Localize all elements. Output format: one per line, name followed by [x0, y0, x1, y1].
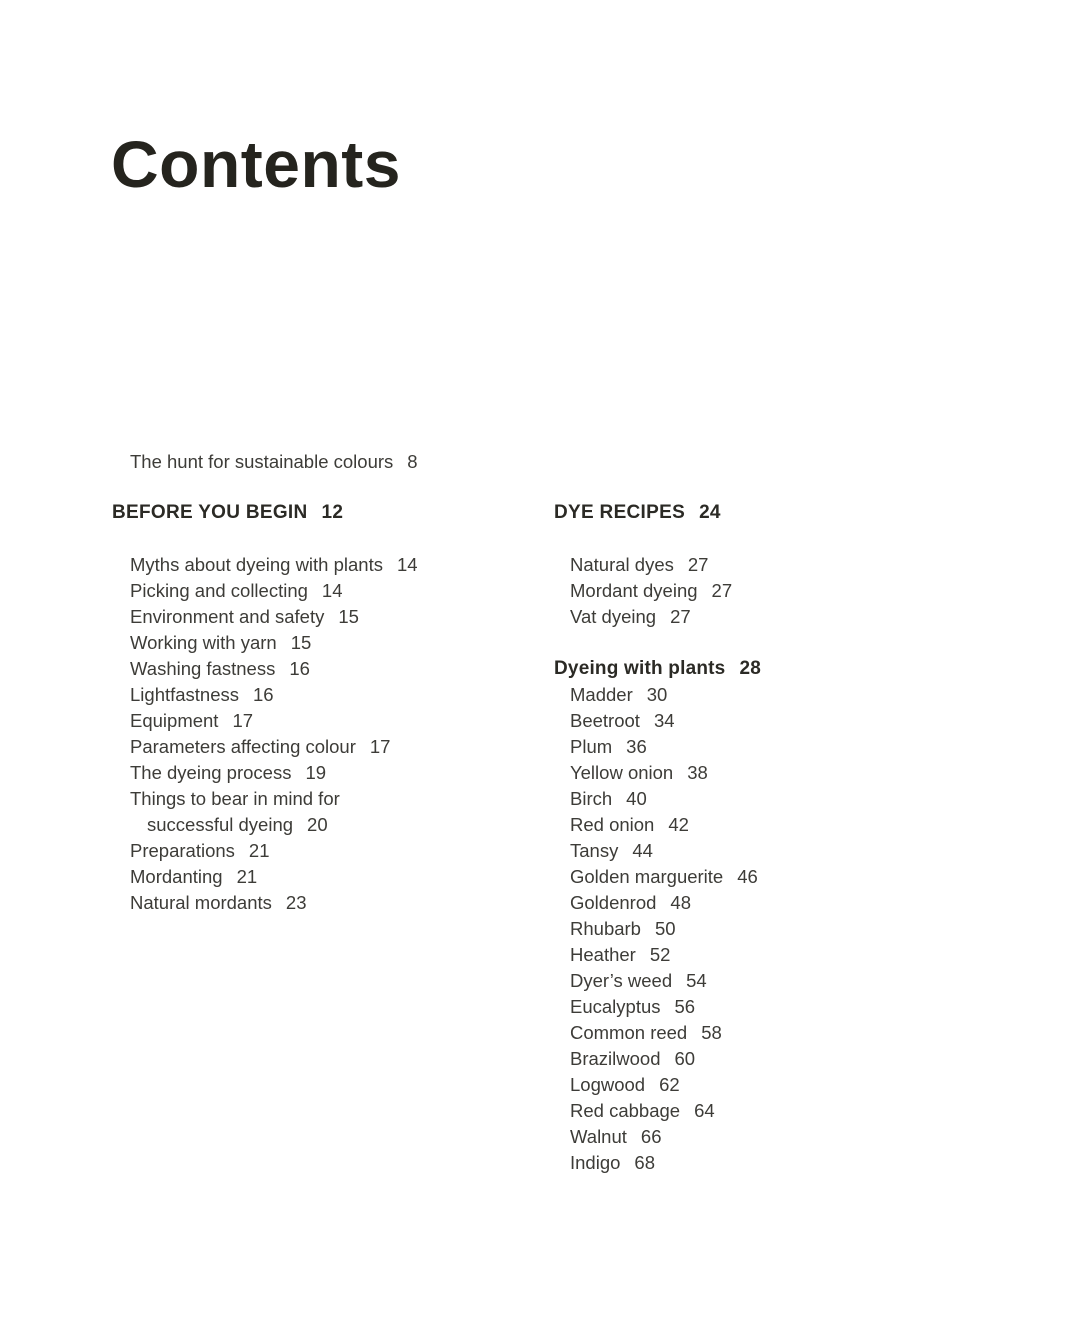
toc-entry: [570, 1046, 1004, 1072]
toc-entry-page: 8: [407, 451, 418, 472]
spacer: [554, 526, 1004, 552]
toc-entry-label: Indigo: [570, 1152, 621, 1173]
toc-entry-label-line2: successful dyeing 20: [147, 814, 328, 835]
toc-entry-page: 23: [285, 892, 307, 913]
toc-entry-label: Dyer’s weed: [570, 970, 673, 991]
toc-entry-page: 66: [640, 1126, 662, 1147]
toc-entry-label: Parameters affecting colour: [130, 736, 356, 757]
toc-entry-page: 54: [686, 970, 707, 991]
toc-entry-list: [554, 552, 1004, 630]
toc-entry-page: 36: [626, 736, 647, 757]
toc-entry: [570, 1020, 1004, 1046]
toc-section-heading: [554, 500, 1004, 526]
toc-entry-page: 52: [649, 944, 671, 965]
toc-subsection-heading: [554, 656, 1004, 682]
toc-entry-label: Golden marguerite: [570, 866, 724, 887]
toc-entry-label: Brazilwood: [570, 1048, 661, 1069]
toc-entry-label: Walnut: [570, 1126, 627, 1147]
toc-entry: [570, 916, 1004, 942]
toc-entry-label: Eucalyptus: [570, 996, 661, 1017]
toc-entry: [130, 604, 562, 630]
toc-entry: [570, 812, 1004, 838]
toc-entry-label: The hunt for sustainable colours: [130, 451, 394, 472]
toc-heading-label: BEFORE YOU BEGIN: [112, 502, 308, 523]
toc-entry-page: 34: [653, 710, 675, 731]
toc-entry-label: Things to bear in mind for: [130, 788, 340, 809]
toc-entry-page: 27: [711, 580, 733, 601]
toc-entry-page: 16: [253, 684, 274, 705]
toc-entry-label: Beetroot: [570, 710, 640, 731]
toc-entry: [570, 1150, 1004, 1176]
toc-entry-page: 15: [290, 632, 312, 653]
toc-entry-label: Tansy: [570, 840, 619, 861]
toc-entry-label: Equipment: [130, 710, 219, 731]
toc-heading-label: Dyeing with plants: [554, 658, 726, 679]
toc-entry-page: 50: [654, 918, 676, 939]
toc-entry: [570, 552, 1004, 578]
toc-entry: [570, 1124, 1004, 1150]
toc-entry: [570, 890, 1004, 916]
toc-entry-label: Plum: [570, 736, 613, 757]
toc-entry: [570, 942, 1004, 968]
toc-entry-label: Logwood: [570, 1074, 646, 1095]
toc-entry-page: 14: [321, 580, 343, 601]
toc-entry: [570, 864, 1004, 890]
toc-entry-label: Natural mordants: [130, 892, 272, 913]
spacer: [554, 630, 1004, 656]
toc-entry-label: Red cabbage: [570, 1100, 681, 1121]
toc-entry-page: 21: [236, 866, 258, 887]
toc-heading-page: 12: [321, 502, 344, 523]
toc-entry: [130, 864, 562, 890]
toc-entry-page: 19: [305, 762, 327, 783]
toc-entry-label: Natural dyes: [570, 554, 674, 575]
toc-entry: [570, 838, 1004, 864]
toc-entry-page: 20: [307, 814, 328, 835]
toc-entry: [130, 630, 562, 656]
toc-entry-label: Picking and collecting: [130, 580, 308, 601]
toc-entry-label: Working with yarn: [130, 632, 277, 653]
toc-entry-page: 17: [369, 736, 391, 757]
toc-entry: [130, 578, 562, 604]
toc-column-dye-recipes: [554, 500, 1004, 1176]
toc-entry: [570, 1072, 1004, 1098]
toc-entry: [130, 708, 562, 734]
toc-entry-page: 44: [632, 840, 653, 861]
toc-entry-page: 42: [668, 814, 689, 835]
toc-entry-page: 17: [232, 710, 254, 731]
toc-entry: [570, 760, 1004, 786]
toc-entry-label: Heather: [570, 944, 636, 965]
toc-entry-label: Madder: [570, 684, 633, 705]
toc-heading-page: 24: [699, 502, 721, 523]
toc-entry-page: 62: [659, 1074, 680, 1095]
toc-entry-page: 64: [694, 1100, 715, 1121]
toc-entry-page: 60: [674, 1048, 696, 1069]
toc-entry-label: Birch: [570, 788, 613, 809]
toc-entry-label: The dyeing process: [130, 762, 292, 783]
toc-plant-list: [554, 682, 1004, 1176]
toc-entry: [570, 786, 1004, 812]
toc-entry-page: 14: [396, 554, 418, 575]
toc-entry: [570, 708, 1004, 734]
toc-entry: [570, 578, 1004, 604]
toc-entry-label: Vat dyeing: [570, 606, 657, 627]
toc-entry-label: Goldenrod: [570, 892, 657, 913]
toc-entry-page: 58: [701, 1022, 722, 1043]
toc-entry-page: 30: [646, 684, 668, 705]
toc-entry: [570, 682, 1004, 708]
toc-entry-page: 46: [737, 866, 758, 887]
spacer: [112, 526, 562, 552]
toc-entry: [130, 734, 562, 760]
toc-entry-page: 21: [248, 840, 270, 861]
toc-entry: [130, 890, 562, 916]
toc-section-heading: [112, 500, 562, 526]
toc-entry-page: 27: [687, 554, 709, 575]
page-title: Contents: [111, 127, 401, 202]
toc-entry: [570, 968, 1004, 994]
toc-entry-page: 56: [674, 996, 696, 1017]
toc-entry: [130, 682, 562, 708]
toc-entry-label: Lightfastness: [130, 684, 240, 705]
toc-entry-page: 27: [670, 606, 691, 627]
toc-entry: [570, 604, 1004, 630]
toc-entry: [130, 760, 562, 786]
toc-entry-page: 15: [338, 606, 359, 627]
toc-entry-page: 38: [687, 762, 708, 783]
toc-column-before-you-begin: [112, 500, 562, 916]
toc-entry-page: 48: [670, 892, 691, 913]
toc-intro-entry: [130, 449, 418, 475]
toc-heading-label: DYE RECIPES: [554, 502, 686, 523]
toc-entry: [130, 552, 562, 578]
toc-entry: [570, 734, 1004, 760]
toc-entry-label: Environment and safety: [130, 606, 325, 627]
toc-entry-page: 16: [289, 658, 310, 679]
toc-entry-list: [112, 552, 562, 916]
toc-entry-label: Washing fastness: [130, 658, 276, 679]
toc-entry-label: Rhubarb: [570, 918, 641, 939]
toc-entry: [130, 656, 562, 682]
toc-entry-label: Mordant dyeing: [570, 580, 698, 601]
toc-entry-label: Mordanting: [130, 866, 223, 887]
toc-entry-label: Red onion: [570, 814, 655, 835]
toc-entry-page: 68: [634, 1152, 655, 1173]
toc-entry-two-line: [130, 786, 562, 838]
toc-entry-label: Preparations: [130, 840, 235, 861]
toc-entry: [130, 838, 562, 864]
toc-entry-label: Common reed: [570, 1022, 688, 1043]
toc-entry-label: Yellow onion: [570, 762, 674, 783]
toc-entry: [570, 1098, 1004, 1124]
toc-entry: [570, 994, 1004, 1020]
toc-entry-page: 40: [626, 788, 647, 809]
toc-heading-page: 28: [739, 658, 761, 679]
toc-entry-label: Myths about dyeing with plants: [130, 554, 383, 575]
